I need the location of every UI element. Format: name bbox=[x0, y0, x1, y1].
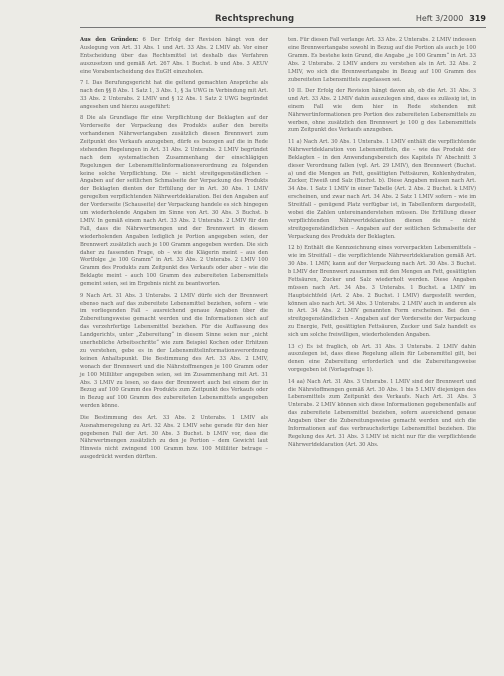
paragraph-text: 13 c) Es ist fraglich, ob Art. 31 Abs. 3 Unterabs. 2 LMIV dahin auszulegen ist, dass diese Regelung allein für Lebensmittel gilt, bei denen eine Zubereitung erforderlich und die Zubereitungsweise vorgegeben ist (Vorlagefrage 1). bbox=[288, 343, 476, 374]
paragraph bbox=[80, 293, 268, 412]
paragraph-text: 10 II. Der Erfolg der Revision hängt davon ab, ob die Art. 31 Abs. 3 und Art. 33 Abs. 2 LMIV dahin auszulegen sind, dass es zulässig ist, in einem Fall wie dem hier in Rede stehenden mit Nährwertinformationen pro Portion des zubereiteten Lebensmittels zu werben, ohne zusätzlich den Brennwert je 100 g des Lebensmittels zum Zeitpunkt des Verkaufs anzugeben. bbox=[288, 87, 476, 134]
paragraph-text: 6 Der Erfolg der Revision hängt von der Auslegung von Art. 31 Abs. 1 und Art. 33 Abs. 2 LMIV ab. Vor einer Entscheidung über das Rechtsmittel ist deshalb das Verfahren auszusetzen und gemäß Art. 267 Abs. 1 Buchst. b und Abs. 3 AEUV eine Vorabentscheidung des EuGH einzuholen. bbox=[80, 37, 268, 75]
paragraph-text: 12 b) Enthält die Kennzeichnung eines vorverpackten Lebensmittels – wie im Streitfall – die verpflichtende Nährwertdeklaration gemäß Art. 30 Abs. 1 LMIV, kann auf der Verpackung nach Art. 30 Abs. 3 Buchst. b LMIV der Brennwert zusammen mit den Mengen an Fett, gesättigten Fettsäuren, Zucker und Salz wiederholt werden. Diese Angaben müssen nach Art. 34 Abs. 3 Unterabs. 1 Buchst. a LMIV im Hauptsichtfeld (Art. 2 Abs. 2 Buchst. l LMIV) dargestellt werden, können also nach Art. 34 Abs. 3 Unterabs. 2 LMIV auch in anderen als in Art. 34 Abs. 2 LMIV genannten Form erscheinen. Bei den – streitgegenständlichen – Angaben auf der Vorderseite der Verpackung zu Energie, Fett, gesättigten Fettsäuren, Zucker und Salz handelt es sich um solche freiwilligen, wiederholenden Angaben. bbox=[288, 245, 476, 339]
paragraph bbox=[80, 415, 268, 462]
paragraph bbox=[80, 37, 268, 77]
page-number: 319 bbox=[469, 14, 486, 23]
paragraph bbox=[288, 88, 476, 135]
left-column bbox=[80, 37, 268, 466]
issue-info bbox=[416, 14, 486, 23]
paragraph bbox=[80, 115, 268, 289]
paragraph bbox=[80, 80, 268, 112]
paragraph-lead: Aus den Gründen: bbox=[80, 37, 139, 43]
paragraph-text: 9 Nach Art. 31 Abs. 3 Unterabs. 2 LMIV dürfe sich der Brennwert ebenso nach auf das zubereitete Lebensmittel beziehen, sofern – wie im vorliegenden Fall – ausreichend genaue Angaben über die Zubereitungsweise gemacht werden und die Informationen sich auf das verzehrfertige Lebensmittel beziehen. Für die Auffassung des Landgerichts, unter „Zubereitung“ in diesem Sinne seien nur „nicht unerhebliche Arbeitsschritte“ wie zum Beispiel Kochen oder Erhitzen zu verstehen, gebe es in der Lebensmittelinformationsverordnung keinen Anhaltspunkt. Die Bestimmung des Art. 33 Abs. 2 LMIV, wonach der Brennwert und die Nährstoffmengen je 100 Gramm oder je 100 Milliliter angegeben seien, sei im Zusammenhang mit Art. 31 Abs. 3 LMIV zu lesen, so dass der Brennwert auch bei einem der in Bezug auf 100 Gramm des Produkts zum Zeitpunkt des Verkaufs oder in Bezug auf 100 Gramm des zubereiteten Lebensmittels angegeben werden könne. bbox=[80, 292, 268, 410]
page-header bbox=[0, 0, 504, 34]
paragraph bbox=[288, 379, 476, 450]
paragraph-text: 8 Die als Grundlage für eine Verpflichtung der Beklagten auf der Vorderseite der Verpackung des Produkts außer den bereits vorhandenen Nährwertangaben zusätzlich diesen Brennwert zum Zeitpunkt des Verkaufs anzugeben, dürfe es bezogen auf die in Rede stehenden Regelungen in Art. 31 Abs. 2 Unterabs. 2 LMIV begründet nach dem systematischen Zusammenhang der einschlägigen Regelungen der Lebensmittelinformationsverordnung zu folgenden keine solche Verpflichtung. Die – nicht streitgegenständlichen – Angaben auf der seitlichen Schmalseite der Verpackung des Produkts der Beklagten dienten der Erfüllung der in Art. 30 Abs. 1 LMIV geregelten verpflichtenden Nährwertdeklaration. Bei den Angaben auf der Vorderseite (Schauseite) der Verpackung handele es sich hingegen um wiederholende Angaben im Sinne von Art. 30 Abs. 3 Buchst. b LMIV. In gemäß einem nach Art. 33 Abs. 2 Unterabs. 2 LMIV für den Fall, dass die Nährwertmengen und der Brennwert in diesem wiederholenden Angaben lediglich je Portion angegeben seien, der Brennwert zusätzlich auch je 100 Gramm angegeben werden. Die sich daher zu fassenden Frage, ob – wie die Klägerin meint – aus den Wortfolge „je 100 Gramm“ in Art. 33 Abs. 2 Unterabs. 2 LMIV 100 Gramm des Produkts zum Zeitpunkt des Verkaufs oder aber – wie die Beklagte meint – auch 100 Gramm des zubereiteten Lebensmittels gemeint seien, sei im Ergebnis nicht zu beantworten. bbox=[80, 115, 268, 288]
header-rule bbox=[80, 27, 486, 28]
paragraph bbox=[288, 245, 476, 340]
paragraph bbox=[288, 344, 476, 376]
paragraph bbox=[288, 139, 476, 242]
issue-label: Heft 3/2000 bbox=[415, 14, 464, 23]
paragraph-text: ten. Für diesen Fall verlange Art. 33 Abs. 2 Unterabs. 2 LMIV indessen eine Brennwertangabe sowohl in Bezug auf die Portion als auch je 100 Gramm. Es bestehe kein Grund, die Angabe „je 100 Gramm“ in Art. 33 Abs. 2 Unterabs. 2 LMIV anders zu verstehen als in Art. 32 Abs. 2 LMIV, wo sich die Brennwertangabe in Bezug auf 100 Gramm des zubereiteten Lebensmittels zugelassen sei. bbox=[288, 37, 476, 83]
paragraph-text: 14 aa) Nach Art. 31 Abs. 3 Unterabs. 1 LMIV sind der Brennwert und die Nährstoffmengen gemäß Art. 30 Abs. 1 bis 5 LMIV diejenigen des Lebensmittels zum Zeitpunkt des Verkaufs. Nach Art. 31 Abs. 3 Unterabs. 2 LMIV können sich diese Informationen gegebenenfalls auf das zubereitete Lebensmittel beziehen, sofern ausreichend genaue Angaben über die Zubereitungsweise gemacht werden und sich die Informationen auf das verbrauchsfertige Lebensmittel beziehen. Die Regelung des Art. 31 Abs. 3 LMIV ist nicht nur für die verpflichtende Nährwertdeklaration (Art. 30 Abs. bbox=[288, 378, 476, 448]
paragraph-text: Die Bestimmung des Art. 33 Abs. 2 Unterabs. 1 LMIV als Ausnahmeregelung zu Art. 32 Abs. 2 LMIV sehe gerade für den hier gegebenen Fall der Art. 30 Abs. 3 Buchst. b LMIV vor, dass die Nährwertmengen zusätzlich zu den je Portion – dem Gewicht laut Hinweis nicht zwingend 100 Gramm bzw. 100 Milliliter betrage – ausgedrückt werden dürften. bbox=[80, 414, 268, 461]
paragraph bbox=[288, 37, 476, 84]
section-title: Rechtsprechung bbox=[215, 14, 295, 24]
right-column bbox=[288, 37, 476, 453]
paragraph-text: 7 I. Das Berufungsgericht hat die geltend gemachten Ansprüche als nach den §§ 8 Abs. 1 Satz 1, 3 Abs. 1, § 3a UWG in Verbindung mit Art. 33 Abs. 2 Unterabs. 2 LMIV und § 12 Abs. 1 Satz 2 UWG begründet angesehen und hierzu ausgeführt: bbox=[80, 80, 268, 110]
paragraph-text: 11 a) Nach Art. 30 Abs. 1 Unterabs. 1 LMIV enthält die verpflichtende Nährwertdeklaration von Lebensmitteln, die – wie das Produkt der Beklagten – in den Anwendungsbereich des Kapitels IV Abschnitt 3 dieser Verordnung fallen (vgl. Art. 29 LMIV), den Brennwert (Buchst. a) und die Mengen an Fett, gesättigten Fettsäuren, Kohlenhydraten, Zucker, Eiweiß und Salz (Buchst. b). Diese Angaben müssen nach Art. 34 Abs. 1 Satz 1 LMIV in einer Tabelle (Art. 2 Abs. 2 Buchst. k LMIV) erscheinen, und zwar nach Art. 34 Abs. 2 Satz 1 LMIV sofern – wie im Streitfall – genügend Platz verfügbar ist, in Tabellenform dargestellt, wobei die Zahlen untereinanderstehen müssen. Die Erfüllung dieser verpflichtenden Nährwertdeklaration dienen die – nicht streitgegenständlichen – Angaben auf der seitlichen Schmalseite der Verpackung des Produkts der Beklagten. bbox=[288, 138, 476, 240]
